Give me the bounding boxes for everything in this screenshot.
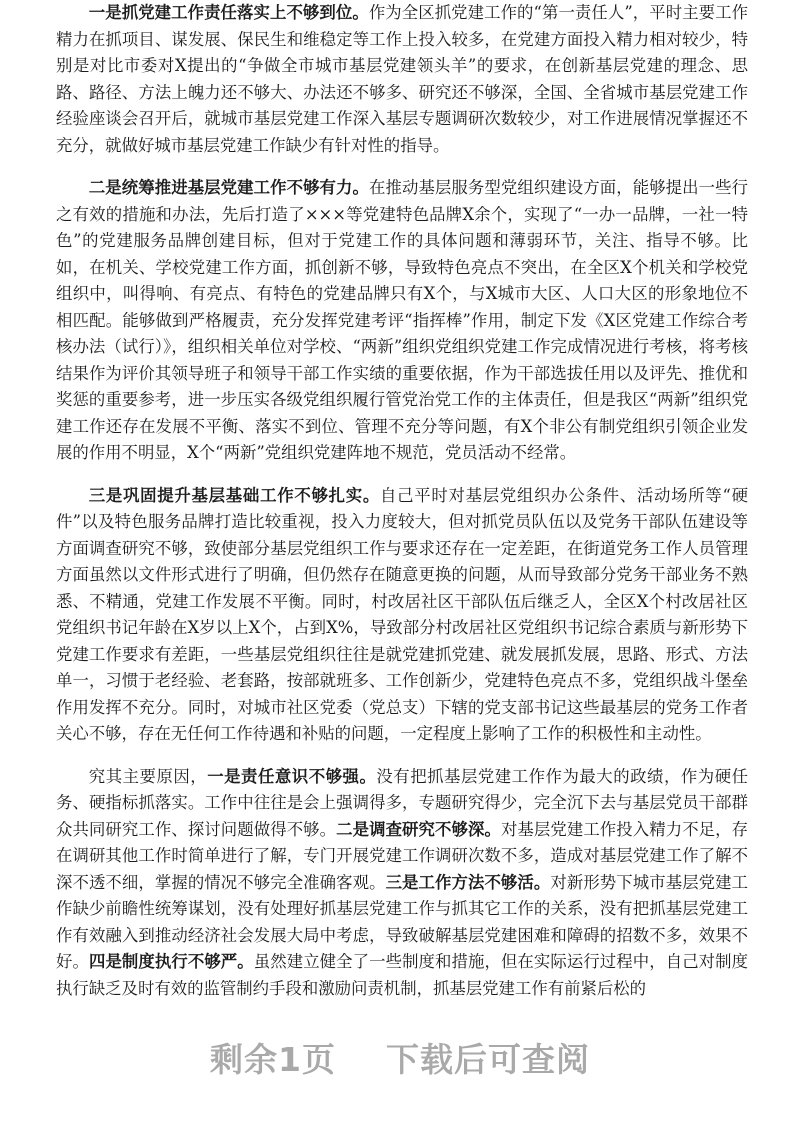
reason-4-heading: 四是制度执行不够严。 xyxy=(88,952,254,971)
paragraph-3 xyxy=(56,483,748,748)
paragraph-3-heading: 三是巩固提升基层基础工作不够扎实。 xyxy=(88,485,380,505)
paragraph-2 xyxy=(56,175,748,467)
reason-4-text: 虽然建立健全了一些制度和措施，但在实际运行过程中，自己对制度执行缺乏及时有效的监管制约手段和激励问责机制，抓基层党建工作有前紧后松的 xyxy=(56,952,749,998)
paragraph-2-heading: 二是统筹推进基层党建工作不够有力。 xyxy=(88,178,369,197)
paragraph-1-heading: 一是抓党建工作责任落实上不够到位。 xyxy=(88,3,369,22)
reason-2-heading: 二是调查研究不够深。 xyxy=(336,819,501,839)
reason-1-text: 没有把抓基层党建工作作为最大的政绩，作为硬任务、硬指标抓落实。工作中往往是会上强调得多，专题研究得少，完全沉下去与基层党员干部群众共同研究工作、探讨问题做得不够。 xyxy=(56,766,749,839)
paragraph-2-text: 在推动基层服务型党组织建设方面，能够提出一些行之有效的措施和办法，先后打造了×××等党建特色品牌X余个，实现了“一办一品牌，一社一特色”的党建服务品牌创建目标，但对于党建工作的具体问题和薄弱环节，关注、指导不够。比如，在机关、学校党建工作方面，抓创新不够，导致特色亮点不突出，在全区X个机关和学校党组织中，叫得响、有亮点、有特色的党建品牌只有X个，与X城市大区、人口大区的形象地位不相匹配。能够做到严格履责，充分发挥党建考评“指挥棒”作用，制定下发《X区党建工作综合考核办法（试行）》，组织相关单位对学校、“两新”组织党组织党建工作完成情况进行考核，将考核结果作为评价其领导班子和领导干部工作实绩的重要依据，作为干部选拔任用以及评先、推优和奖惩的重要参考，进一步压实各级党组织履行管党治党工作的主体责任，但是我区“两新”组织党建工作还存在发展不平衡、落实不到位、管理不充分等问题，有X个非公有制党组织引领企业发展的作用不明显，X个“两新”党组织党建阵地不规范，党员活动不经常。 xyxy=(56,178,749,462)
paragraph-4-intro: 究其主要原因， xyxy=(88,766,208,786)
reason-1-heading: 一是责任意识不够强。 xyxy=(207,766,377,786)
paragraph-1 xyxy=(56,0,748,159)
document-body xyxy=(56,0,748,1018)
reason-2-text: 对基层党建工作投入精力不足，存在调研其他工作时简单进行了解，专门开展党建工作调研次数不多，造成对基层党建工作了解不深不透不细，掌握的情况不够完全准确客观。 xyxy=(56,819,749,892)
paragraph-3-text: 自己平时对基层党组织办公条件、活动场所等“硬件”以及特色服务品牌打造比较重视，投入力度较大，但对抓党员队伍以及党务干部队伍建设等方面调查研究不够，致使部分基层党组织工作与要求还存在一定差距，在街道党务工作人员管理方面虽然以文件形式进行了明确，但仍然存在随意更换的问题，从而导致部分党务干部业务不熟悉、不精通，党建工作发展不平衡。同时，村改居社区干部队伍后继乏人，全区X个村改居社区党组织书记年龄在X岁以上X个，占到X%，导致部分村改居社区党组织书记综合素质与新形势下党建工作要求有差距，一些基层党组织往往是就党建抓党建、就发展抓发展，思路、形式、方法单一，习惯于老经验、老套路，按部就班多、工作创新少，党建特色亮点不多，党组织战斗堡垒作用发挥不充分。同时，对城市社区党委（党总支）下辖的党支部书记这些最基层的党务工作者关心不够，存在无任何工作待遇和补贴的问题，一定程度上影响了工作的积极性和主动性。 xyxy=(56,485,748,743)
reason-3-heading: 三是工作方法不够活。 xyxy=(385,872,551,892)
paragraph-1-text: 作为全区抓党建工作的“第一责任人”，平时主要工作精力在抓项目、谋发展、保民生和维稳定等工作上投入较多，在党建方面投入精力相对较少，特别是对比市委对X提出的“争做全市城市基层党建领头羊”的要求，在创新基层党建的理念、思路、路径、方法上魄力还不够大、办法还不够多、研究还不够深，全国、全省城市基层党建工作经验座谈会召开后，就城市基层党建工作深入基层专题调研次数较少，对工作进展情况掌握还不充分，就做好城市基层党建工作缺少有针对性的指导。 xyxy=(56,3,749,155)
remaining-pages-notice[interactable]: 剩余1页 下载后可查阅 xyxy=(210,1040,590,1079)
paragraph-4 xyxy=(56,764,748,1003)
reason-3-text: 对新形势下城市基层党建工作缺少前瞻性统筹谋划，没有处理好抓基层党建工作与抓其它工作的关系，没有把抓基层党建工作有效融入到推动经济社会发展大局中考虑，导致破解基层党建困难和障碍的招数不多，效果不好。 xyxy=(56,872,749,971)
